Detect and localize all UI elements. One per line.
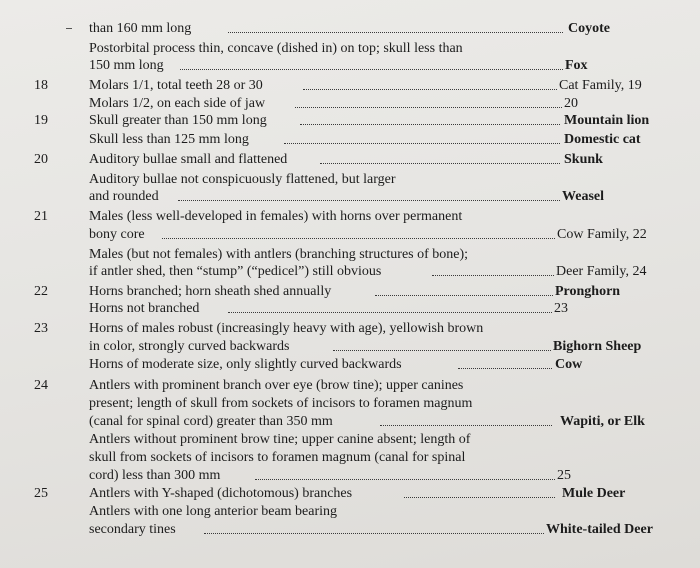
lead-answer: Coyote <box>568 21 610 36</box>
dot-leader <box>178 200 560 201</box>
lead-text: cord) less than 300 mm <box>89 468 221 483</box>
lead-text: secondary tines <box>89 522 176 537</box>
key-row <box>0 338 700 355</box>
lead-text: Postorbital process thin, concave (dished in) on top; skull less than <box>89 41 463 56</box>
lead-answer: Wapiti, or Elk <box>560 414 645 429</box>
lead-text: Molars 1/1, total teeth 28 or 30 <box>89 78 263 93</box>
dot-leader <box>300 124 560 125</box>
couplet-number: 23 <box>34 321 48 336</box>
lead-answer: Weasel <box>562 189 604 204</box>
lead-text: Antlers with prominent branch over eye (brow tine); upper canines <box>89 378 464 393</box>
key-row <box>0 377 700 394</box>
lead-answer: Domestic cat <box>564 132 641 147</box>
couplet-number: 22 <box>34 284 48 299</box>
key-row <box>0 246 700 263</box>
lead-text: Molars 1/2, on each side of jaw <box>89 96 266 111</box>
key-row <box>0 395 700 412</box>
key-row <box>0 77 700 94</box>
dot-leader <box>333 350 551 351</box>
dot-leader <box>228 312 552 313</box>
couplet-number: 19 <box>34 113 48 128</box>
lead-text: Auditory bullae small and flattened <box>89 152 288 167</box>
key-row <box>0 503 700 520</box>
key-row <box>0 320 700 337</box>
lead-answer: Pronghorn <box>555 284 621 299</box>
key-row <box>0 188 700 205</box>
key-row <box>0 151 700 168</box>
dot-leader <box>295 107 562 108</box>
lead-answer: Mountain lion <box>564 113 650 128</box>
dot-leader <box>380 425 552 426</box>
couplet-number: 20 <box>34 152 48 167</box>
lead-answer: 25 <box>557 468 571 483</box>
lead-answer: Deer Family, 24 <box>556 264 647 279</box>
dot-leader <box>432 275 554 276</box>
lead-text: Horns not branched <box>89 301 200 316</box>
lead-answer: Cat Family, 19 <box>559 78 642 93</box>
key-row <box>0 431 700 448</box>
key-row <box>0 131 700 148</box>
lead-text: Auditory bullae not conspicuously flattened, but larger <box>89 172 396 187</box>
lead-answer: Cow <box>555 357 583 372</box>
dot-leader <box>204 533 544 534</box>
lead-answer: 20 <box>564 96 578 111</box>
dot-leader <box>180 69 563 70</box>
lead-answer: Mule Deer <box>562 486 626 501</box>
lead-text: present; length of skull from sockets of incisors to foramen magnum <box>89 396 473 411</box>
key-row <box>0 449 700 466</box>
key-row <box>0 485 700 502</box>
lead-text: skull from sockets of incisors to foramen magnum (canal for spinal <box>89 450 466 465</box>
dot-leader <box>404 497 555 498</box>
key-row <box>0 467 700 484</box>
dot-leader <box>375 295 553 296</box>
key-row <box>0 171 700 188</box>
key-row <box>0 208 700 225</box>
lead-text: Males (less well-developed in females) with horns over permanent <box>89 209 463 224</box>
lead-text: bony core <box>89 227 145 242</box>
couplet-number: 25 <box>34 486 48 501</box>
lead-text: Skull greater than 150 mm long <box>89 113 267 128</box>
lead-text: if antler shed, then “stump” (“pedicel”) still obvious <box>89 264 382 279</box>
lead-text: Antlers with Y-shaped (dichotomous) branches <box>89 486 353 501</box>
dot-leader <box>284 143 560 144</box>
dot-leader <box>303 89 557 90</box>
lead-text: in color, strongly curved backwards <box>89 339 290 354</box>
key-row <box>0 20 700 37</box>
lead-text: 150 mm long <box>89 58 164 73</box>
lead-answer: 23 <box>554 301 568 316</box>
lead-text: Antlers without prominent brow tine; upper canine absent; length of <box>89 432 471 447</box>
key-row <box>0 413 700 430</box>
lead-answer: Skunk <box>564 152 603 167</box>
lead-text: Skull less than 125 mm long <box>89 132 249 147</box>
lead-text: Horns branched; horn sheath shed annually <box>89 284 332 299</box>
key-row <box>0 356 700 373</box>
key-row <box>0 300 700 317</box>
dot-leader <box>458 368 552 369</box>
key-row <box>0 112 700 129</box>
key-row <box>0 521 700 538</box>
lead-text: (canal for spinal cord) greater than 350 mm <box>89 414 333 429</box>
lead-text: Antlers with one long anterior beam bearing <box>89 504 338 519</box>
dot-leader <box>162 238 555 239</box>
key-row <box>0 95 700 112</box>
lead-answer: Bighorn Sheep <box>553 339 642 354</box>
dot-leader <box>320 163 560 164</box>
key-row <box>0 226 700 243</box>
couplet-number: 21 <box>34 209 48 224</box>
lead-text: than 160 mm long <box>89 21 192 36</box>
dot-leader <box>228 32 563 33</box>
lead-text: and rounded <box>89 189 159 204</box>
key-row <box>0 57 700 74</box>
lead-text: Horns of moderate size, only slightly curved backwards <box>89 357 402 372</box>
lead-answer: Cow Family, 22 <box>557 227 647 242</box>
lead-answer: White-tailed Deer <box>546 522 653 537</box>
key-row <box>0 40 700 57</box>
couplet-number: 24 <box>34 378 48 393</box>
lead-answer: Fox <box>565 58 588 73</box>
key-row <box>0 283 700 300</box>
lead-text: Horns of males robust (increasingly heavy with age), yellowish brown <box>89 321 484 336</box>
key-row <box>0 263 700 280</box>
dot-leader <box>255 479 555 480</box>
couplet-number: 18 <box>34 78 48 93</box>
lead-text: Males (but not females) with antlers (branching structures of bone); <box>89 247 469 262</box>
